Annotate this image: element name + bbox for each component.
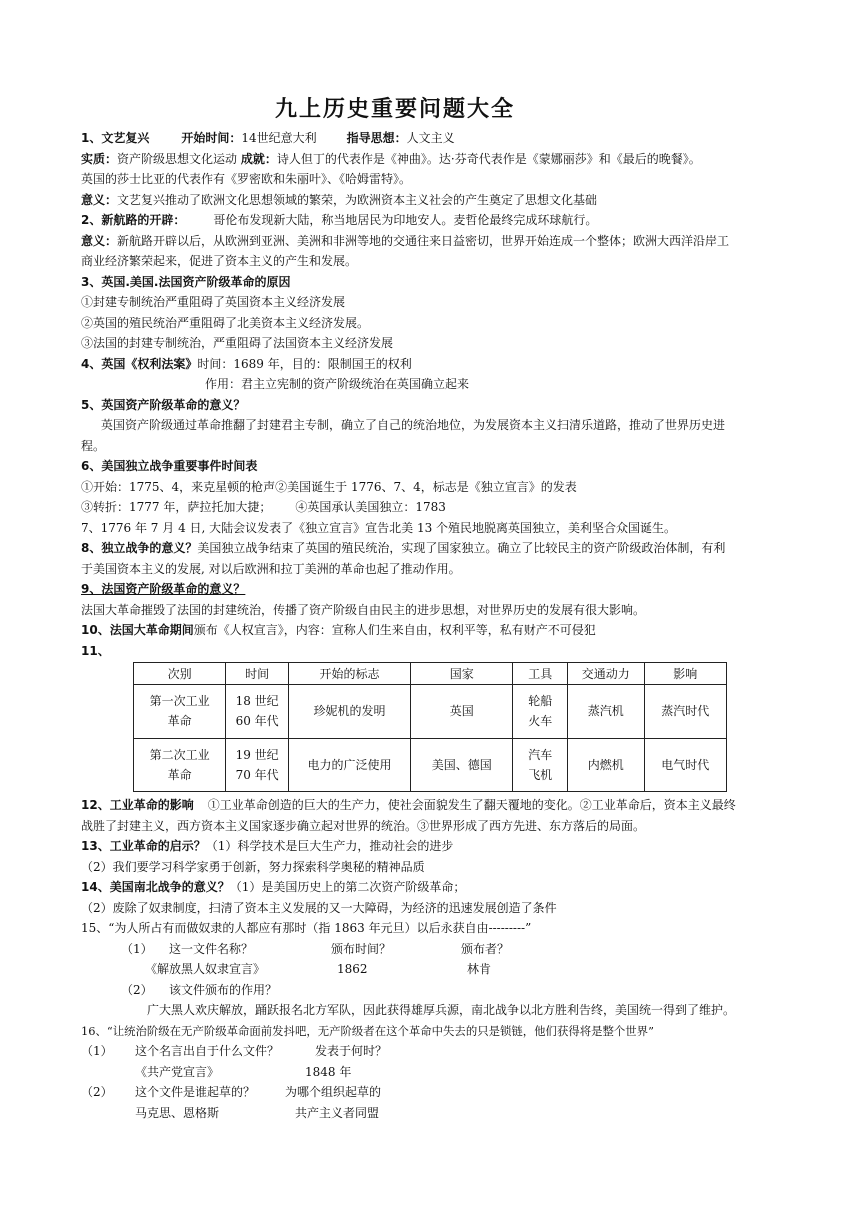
line-38: 16、“让统治阶级在无产阶级革命面前发抖吧，无产阶级者在这个革命中失去的只是锁链，他们获得将是整个世界” [81,1023,654,1038]
line-37: 广大黑人欢庆解放，踊跃报名北方军队，因此获得雄厚兵源，南北战争以北方胜利告终，美国统一得到了维护。 [147,1003,736,1017]
line-2: 实质：资产阶级思想文化运动 成就：诗人但丁的代表作是《神曲》。达·芬奇代表作是《蒙娜丽莎》和《最后的晚餐》。 [81,151,701,166]
table-cell: 英国 [411,685,513,739]
table-cell: 珍妮机的发明 [288,685,410,739]
line-25: 10、法国大革命期间颁布《人权宣言》，内容：宣称人们生来自由，权利平等，私有财产不可侵犯 [81,623,596,637]
line-29: 13、工业革命的启示？（1）科学技术是巨大生产力，推动社会的进步 [81,839,454,853]
line-40: 《共产党宣言》 1848 年 [135,1064,352,1079]
line-6: 意义：新航路开辟以后，从欧洲到亚洲、美洲和非洲等地的交通往来日益密切，世界开始连成一个整体；欧洲大西洋沿岸工 [81,233,730,248]
line-3: 英国的莎士比亚的代表作有《罗密欧和朱丽叶》、《哈姆雷特》。 [81,172,412,186]
line-33: 15、“为人所占有而做奴隶的人都应有那时（指 1863 年元旦）以后永获自由---------” [81,921,532,935]
line-31: 14、美国南北战争的意义？（1）是美国历史上的第二次资产阶级革命； [81,880,466,894]
line-17: 6、美国独立战争重要事件时间表 [81,459,258,473]
table-cell: 轮船 火车 [513,685,568,739]
table-cell: 蒸汽机 [568,685,644,739]
table-header: 开始的标志 [288,663,410,685]
line-8: 3、英国.美国.法国资产阶级革命的原因 [81,274,291,289]
line-19: ③转折：1777 年，萨拉托加大捷； ④英国承认美国独立：1783 [81,500,446,514]
line-1: 1、文艺复兴 开始时间：14世纪意大利 指导思想：人文主义 [81,131,455,145]
line-13: 作用：君主立宪制的资产阶级统治在英国确立起来 [205,377,470,391]
line-16: 程。 [81,438,106,453]
document-body [81,128,781,661]
page-title: 九上历史重要问题大全 [274,97,515,122]
table-cell: 第二次工业 革命 [134,738,226,792]
table-cell: 18 世纪 60 年代 [226,685,289,739]
industrial-revolution-table [133,662,727,792]
line-11: ③法国的封建专制统治，严重阻碍了法国资本主义经济发展 [81,336,394,350]
table-header: 影响 [644,663,726,685]
line-21: 8、独立战争的意义？美国独立战争结束了英国的殖民统治，实现了国家独立。确立了比较民主的资产阶级政治体制，有利 [81,541,726,555]
document-body-continued [81,795,781,1123]
line-23: 9、法国资产阶级革命的意义？ [81,582,246,596]
line-5: 2、新航路的开辟： 哥伦布发现新大陆，称当地居民为印地安人。麦哲伦最终完成环球航行。 [81,213,598,227]
line-22: 于美国资本主义的发展, 对以后欧洲和拉丁美洲的革命也起了推动作用。 [81,561,461,576]
line-26: 11、 [81,643,110,658]
line-36: （2） 该文件颁布的作用？ [121,982,278,997]
line-27: 12、工业革命的影响 ①工业革命创造的巨大的生产力，使社会面貌发生了翻天覆地的变化。②工业革命后，资本主义最终 [81,798,736,812]
line-28: 战胜了封建主义，西方资本主义国家逐步确立起对世界的统治。③世界形成了西方先进、东方落后的局面。 [81,818,646,833]
table-cell: 蒸汽时代 [644,685,726,739]
table-cell: 电力的广泛使用 [288,738,410,792]
line-39: （1） 这个名言出自于什么文件？ 发表于何时？ [81,1044,388,1058]
table-cell: 美国、德国 [411,738,513,792]
line-4: 意义：文艺复兴推动了欧洲文化思想领域的繁荣，为欧洲资本主义社会的产生奠定了思想文化基础 [81,192,598,207]
line-42: 马克思、恩格斯 共产主义者同盟 [135,1105,380,1120]
line-7: 商业经济繁荣起来，促进了资本主义的产生和发展。 [81,254,358,268]
table-cell: 电气时代 [644,738,726,792]
line-10: ②英国的殖民统治严重阻碍了北美资本主义经济发展。 [81,315,370,330]
table-cell: 内燃机 [568,738,644,792]
table-header: 国家 [411,663,513,685]
line-15: 英国资产阶级通过革命推翻了封建君主专制，确立了自己的统治地位，为发展资本主义扫清乐道路，推动了世界历史进 [101,418,726,432]
line-12: 4、英国《权利法案》时间：1689 年，目的：限制国王的权利 [81,356,412,371]
line-30: （2）我们要学习科学家勇于创新，努力探索科学奥秘的精神品质 [81,859,425,874]
table-cell: 汽车 飞机 [513,738,568,792]
line-35: 《解放黑人奴隶宣言》 1862 林肯 [145,962,492,976]
line-14: 5、英国资产阶级革命的意义？ [81,397,246,412]
table-cell: 19 世纪 70 年代 [226,738,289,792]
line-34: （1） 这一文件名称？ 颁布时间？ 颁布者？ [121,941,510,956]
table-header: 交通动力 [568,663,644,685]
line-9: ①封建专制统治严重阻碍了英国资本主义经济发展 [81,295,346,309]
table-row [134,685,727,739]
line-18: ①开始：1775、4，来克星顿的枪声②美国诞生于 1776、7、4，标志是《独立宣言》的发表 [81,479,577,494]
line-20: 7、1776 年 7 月 4 日, 大陆会议发表了《独立宣言》宣告北美 13 个殖民地脱离英国独立，美利坚合众国诞生。 [81,520,677,535]
table-row [134,738,727,792]
table-header: 时间 [226,663,289,685]
line-24: 法国大革命摧毁了法国的封建统治，传播了资产阶级自由民主的进步思想，对世界历史的发展有很大影响。 [81,602,646,617]
table-cell: 第一次工业 革命 [134,685,226,739]
table-header-row [134,663,727,685]
line-41: （2） 这个文件是谁起草的？ 为哪个组织起草的 [81,1085,382,1099]
line-32: （2）废除了奴隶制度，扫清了资本主义发展的又一大障碍，为经济的迅速发展创造了条件 [81,900,557,915]
table-header: 工具 [513,663,568,685]
table-header: 次别 [134,663,226,685]
